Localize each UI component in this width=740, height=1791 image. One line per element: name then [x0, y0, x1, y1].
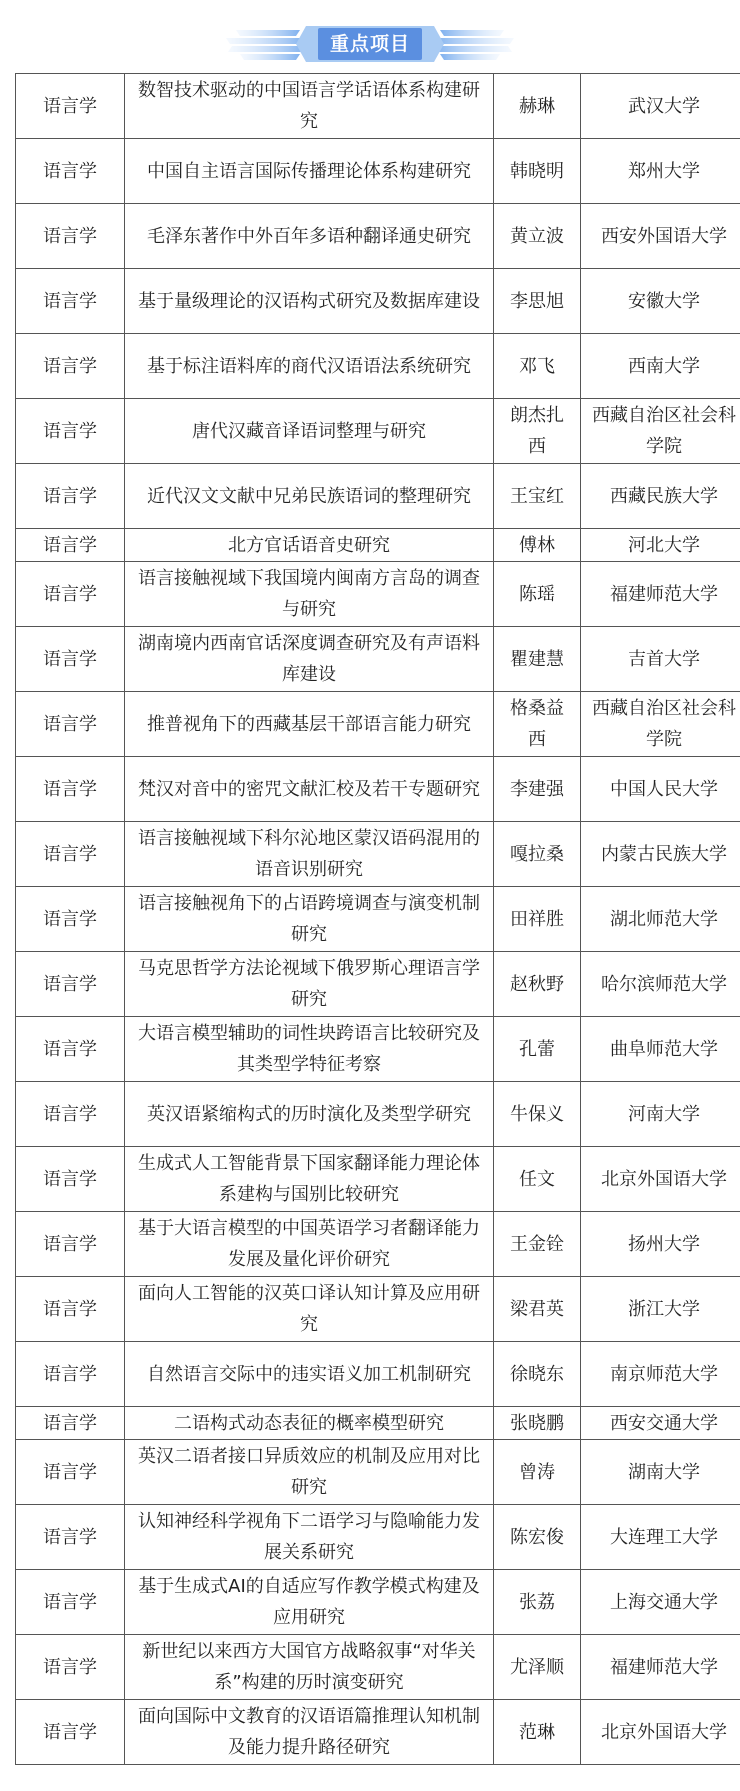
leader-cell: 陈宏俊: [494, 1505, 581, 1570]
table-row: [16, 887, 740, 952]
section-header-banner: [0, 22, 740, 66]
project-title-cell: 数智技术驱动的中国语言学话语体系构建研究: [125, 74, 494, 139]
discipline-cell: 语言学: [16, 562, 125, 627]
project-title-cell: 推普视角下的西藏基层干部语言能力研究: [125, 692, 494, 757]
institution-cell: 内蒙古民族大学: [581, 822, 740, 887]
institution-cell: 西藏自治区社会科学院: [581, 399, 740, 464]
table-row: [16, 1635, 740, 1700]
institution-cell: 安徽大学: [581, 269, 740, 334]
project-title-cell: 湖南境内西南官话深度调查研究及有声语料库建设: [125, 627, 494, 692]
discipline-cell: 语言学: [16, 1440, 125, 1505]
project-title-cell: 基于大语言模型的中国英语学习者翻译能力发展及量化评价研究: [125, 1212, 494, 1277]
discipline-cell: 语言学: [16, 692, 125, 757]
discipline-cell: 语言学: [16, 1147, 125, 1212]
table-row: [16, 1700, 740, 1765]
institution-cell: 浙江大学: [581, 1277, 740, 1342]
discipline-cell: 语言学: [16, 74, 125, 139]
discipline-cell: 语言学: [16, 1277, 125, 1342]
leader-cell: 嘎拉桑: [494, 822, 581, 887]
project-title-cell: 认知神经科学视角下二语学习与隐喻能力发展关系研究: [125, 1505, 494, 1570]
leader-cell: 任文: [494, 1147, 581, 1212]
project-title-cell: 中国自主语言国际传播理论体系构建研究: [125, 139, 494, 204]
leader-cell: 赫琳: [494, 74, 581, 139]
institution-cell: 福建师范大学: [581, 562, 740, 627]
leader-cell: 张荔: [494, 1570, 581, 1635]
table-row: [16, 269, 740, 334]
leader-cell: 傅林: [494, 529, 581, 562]
discipline-cell: 语言学: [16, 1635, 125, 1700]
discipline-cell: 语言学: [16, 464, 125, 529]
institution-cell: 西藏自治区社会科学院: [581, 692, 740, 757]
leader-cell: 范琳: [494, 1700, 581, 1765]
institution-cell: 河南大学: [581, 1082, 740, 1147]
table-row: [16, 464, 740, 529]
discipline-cell: 语言学: [16, 1700, 125, 1765]
leader-cell: 李思旭: [494, 269, 581, 334]
project-title-cell: 生成式人工智能背景下国家翻译能力理论体系建构与国别比较研究: [125, 1147, 494, 1212]
institution-cell: 大连理工大学: [581, 1505, 740, 1570]
table-row: [16, 1407, 740, 1440]
discipline-cell: 语言学: [16, 627, 125, 692]
project-title-cell: 梵汉对音中的密咒文献汇校及若干专题研究: [125, 757, 494, 822]
table-row: [16, 399, 740, 464]
table-row: [16, 1505, 740, 1570]
leader-cell: 曾涛: [494, 1440, 581, 1505]
projects-table: [15, 73, 740, 1765]
table-row: [16, 139, 740, 204]
table-row: [16, 1212, 740, 1277]
table-row: [16, 74, 740, 139]
discipline-cell: 语言学: [16, 529, 125, 562]
discipline-cell: 语言学: [16, 887, 125, 952]
leader-cell: 尤泽顺: [494, 1635, 581, 1700]
institution-cell: 中国人民大学: [581, 757, 740, 822]
project-title-cell: 语言接触视域下科尔沁地区蒙汉语码混用的语音识别研究: [125, 822, 494, 887]
institution-cell: 曲阜师范大学: [581, 1017, 740, 1082]
project-title-cell: 唐代汉藏音译语词整理与研究: [125, 399, 494, 464]
leader-cell: 邓飞: [494, 334, 581, 399]
institution-cell: 福建师范大学: [581, 1635, 740, 1700]
institution-cell: 郑州大学: [581, 139, 740, 204]
institution-cell: 河北大学: [581, 529, 740, 562]
table-row: [16, 822, 740, 887]
table-row: [16, 757, 740, 822]
table-row: [16, 1082, 740, 1147]
leader-cell: 梁君英: [494, 1277, 581, 1342]
discipline-cell: 语言学: [16, 822, 125, 887]
leader-cell: 李建强: [494, 757, 581, 822]
project-title-cell: 基于标注语料库的商代汉语语法系统研究: [125, 334, 494, 399]
leader-cell: 赵秋野: [494, 952, 581, 1017]
discipline-cell: 语言学: [16, 139, 125, 204]
institution-cell: 西南大学: [581, 334, 740, 399]
table-row: [16, 1277, 740, 1342]
project-title-cell: 新世纪以来西方大国官方战略叙事“对华关系”构建的历时演变研究: [125, 1635, 494, 1700]
discipline-cell: 语言学: [16, 1017, 125, 1082]
project-title-cell: 近代汉文文献中兄弟民族语词的整理研究: [125, 464, 494, 529]
institution-cell: 西安外国语大学: [581, 204, 740, 269]
table-row: [16, 1147, 740, 1212]
project-title-cell: 基于生成式AI的自适应写作教学模式构建及应用研究: [125, 1570, 494, 1635]
leader-cell: 田祥胜: [494, 887, 581, 952]
project-title-cell: 语言接触视域下我国境内闽南方言岛的调查与研究: [125, 562, 494, 627]
projects-table-body: [16, 74, 740, 1765]
institution-cell: 西藏民族大学: [581, 464, 740, 529]
institution-cell: 湖南大学: [581, 1440, 740, 1505]
leader-cell: 王金铨: [494, 1212, 581, 1277]
project-title-cell: 毛泽东著作中外百年多语种翻译通史研究: [125, 204, 494, 269]
discipline-cell: 语言学: [16, 204, 125, 269]
leader-cell: 王宝红: [494, 464, 581, 529]
table-row: [16, 1570, 740, 1635]
discipline-cell: 语言学: [16, 1407, 125, 1440]
leader-cell: 韩晓明: [494, 139, 581, 204]
table-row: [16, 204, 740, 269]
table-row: [16, 692, 740, 757]
leader-cell: 孔蕾: [494, 1017, 581, 1082]
leader-cell: 徐晓东: [494, 1342, 581, 1407]
institution-cell: 北京外国语大学: [581, 1700, 740, 1765]
institution-cell: 北京外国语大学: [581, 1147, 740, 1212]
leader-cell: 牛保义: [494, 1082, 581, 1147]
institution-cell: 哈尔滨师范大学: [581, 952, 740, 1017]
project-title-cell: 英汉语紧缩构式的历时演化及类型学研究: [125, 1082, 494, 1147]
discipline-cell: 语言学: [16, 334, 125, 399]
leader-cell: 陈瑶: [494, 562, 581, 627]
institution-cell: 武汉大学: [581, 74, 740, 139]
institution-cell: 扬州大学: [581, 1212, 740, 1277]
institution-cell: 上海交通大学: [581, 1570, 740, 1635]
leader-cell: 瞿建慧: [494, 627, 581, 692]
project-title-cell: 面向国际中文教育的汉语语篇推理认知机制及能力提升路径研究: [125, 1700, 494, 1765]
project-title-cell: 自然语言交际中的违实语义加工机制研究: [125, 1342, 494, 1407]
discipline-cell: 语言学: [16, 1505, 125, 1570]
table-row: [16, 1440, 740, 1505]
institution-cell: 西安交通大学: [581, 1407, 740, 1440]
project-title-cell: 二语构式动态表征的概率模型研究: [125, 1407, 494, 1440]
project-title-cell: 马克思哲学方法论视域下俄罗斯心理语言学研究: [125, 952, 494, 1017]
discipline-cell: 语言学: [16, 1082, 125, 1147]
table-row: [16, 627, 740, 692]
table-row: [16, 562, 740, 627]
table-row: [16, 1342, 740, 1407]
leader-cell: 张晓鹏: [494, 1407, 581, 1440]
project-title-cell: 英汉二语者接口异质效应的机制及应用对比研究: [125, 1440, 494, 1505]
leader-cell: 黄立波: [494, 204, 581, 269]
institution-cell: 湖北师范大学: [581, 887, 740, 952]
discipline-cell: 语言学: [16, 1342, 125, 1407]
discipline-cell: 语言学: [16, 1212, 125, 1277]
leader-cell: 朗杰扎西: [494, 399, 581, 464]
project-title-cell: 面向人工智能的汉英口译认知计算及应用研究: [125, 1277, 494, 1342]
project-title-cell: 基于量级理论的汉语构式研究及数据库建设: [125, 269, 494, 334]
institution-cell: 南京师范大学: [581, 1342, 740, 1407]
discipline-cell: 语言学: [16, 399, 125, 464]
table-row: [16, 952, 740, 1017]
project-title-cell: 语言接触视角下的占语跨境调查与演变机制研究: [125, 887, 494, 952]
discipline-cell: 语言学: [16, 757, 125, 822]
table-row: [16, 334, 740, 399]
table-row: [16, 529, 740, 562]
table-row: [16, 1017, 740, 1082]
discipline-cell: 语言学: [16, 269, 125, 334]
leader-cell: 格桑益西: [494, 692, 581, 757]
section-title: 重点项目: [329, 33, 410, 55]
project-title-cell: 北方官话语音史研究: [125, 529, 494, 562]
institution-cell: 吉首大学: [581, 627, 740, 692]
discipline-cell: 语言学: [16, 1570, 125, 1635]
project-title-cell: 大语言模型辅助的词性块跨语言比较研究及其类型学特征考察: [125, 1017, 494, 1082]
discipline-cell: 语言学: [16, 952, 125, 1017]
